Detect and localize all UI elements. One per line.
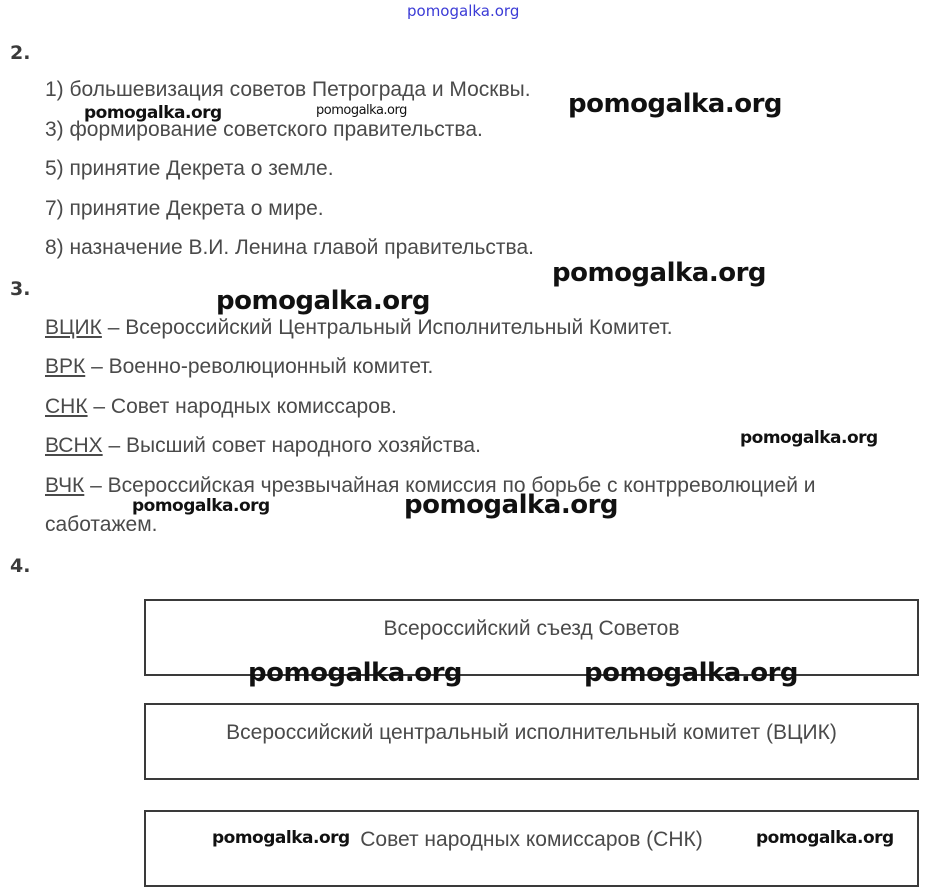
section-2-number: 2. xyxy=(10,42,31,64)
diagram-box-label: Всероссийский центральный исполнительный комитет (ВЦИК) xyxy=(226,721,837,744)
term-abbr: ВЦИК xyxy=(45,316,102,339)
watermark: pomogalka.org xyxy=(316,103,407,118)
section-3-number: 3. xyxy=(10,278,31,300)
term-row xyxy=(45,434,481,458)
watermark: pomogalka.org xyxy=(756,828,894,848)
term-continuation: саботажем. xyxy=(45,513,158,536)
term-abbr: ВЧК xyxy=(45,474,85,497)
watermark: pomogalka.org xyxy=(404,490,619,520)
header-watermark: pomogalka.org xyxy=(407,2,520,20)
term-definition: – Всероссийская чрезвычайная комиссия по борьбе с контрреволюцией и xyxy=(84,474,816,497)
watermark: pomogalka.org xyxy=(740,428,878,448)
watermark: pomogalka.org xyxy=(212,828,350,848)
term-row xyxy=(45,395,397,419)
term-definition: – Совет народных комиссаров. xyxy=(87,395,397,418)
watermark: pomogalka.org xyxy=(216,286,431,316)
watermark: pomogalka.org xyxy=(584,658,799,688)
term-abbr: СНК xyxy=(45,395,88,418)
diagram-box-label: Всероссийский съезд Советов xyxy=(383,617,680,640)
diagram-box xyxy=(144,703,919,780)
watermark: pomogalka.org xyxy=(84,103,222,123)
section-2-item: 3) формирование советского правительства. xyxy=(45,118,483,141)
section-4-number: 4. xyxy=(10,555,31,577)
term-abbr: ВРК xyxy=(45,355,86,378)
watermark: pomogalka.org xyxy=(132,496,270,516)
term-row xyxy=(45,355,433,379)
section-2-item: 8) назначение В.И. Ленина главой правительства. xyxy=(45,236,534,259)
term-definition: – Военно-революционный комитет. xyxy=(85,355,434,378)
section-2-item: 5) принятие Декрета о земле. xyxy=(45,157,334,180)
diagram-box xyxy=(144,810,919,887)
watermark: pomogalka.org xyxy=(552,258,767,288)
watermark: pomogalka.org xyxy=(248,658,463,688)
term-definition: – Высший совет народного хозяйства. xyxy=(102,434,481,457)
term-row xyxy=(45,316,673,340)
watermark: pomogalka.org xyxy=(568,89,783,119)
term-abbr: ВСНХ xyxy=(45,434,103,457)
section-2-item: 1) большевизация советов Петрограда и Москвы. xyxy=(45,78,531,101)
term-definition: – Всероссийский Центральный Исполнительный Комитет. xyxy=(101,316,673,339)
section-2-item: 7) принятие Декрета о мире. xyxy=(45,197,324,220)
diagram-box-label: Совет народных комиссаров (СНК) xyxy=(360,828,703,851)
